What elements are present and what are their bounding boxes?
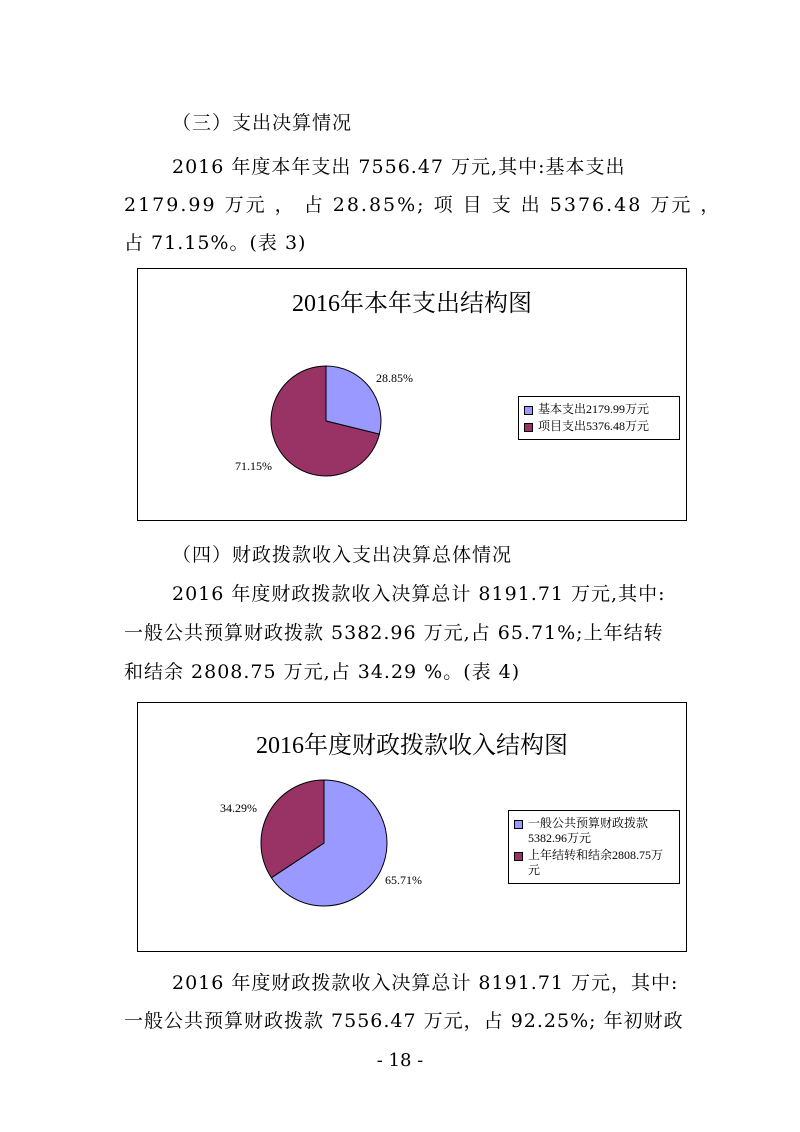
chart2-legend-item [514, 816, 674, 846]
closing-line-1: 2016 年度财政拨款收入决算总计 8191.71 万元，其中: [172, 972, 679, 994]
chart1-legend-swatch-basic [524, 406, 533, 415]
section3-heading: （三）支出决算情况 [172, 112, 353, 134]
chart2-label-carryover: 34.29% [220, 801, 257, 815]
chart2-title: 2016年度财政拨款收入结构图 [256, 733, 568, 759]
chart2-legend-item [514, 848, 674, 878]
chart2-legend-label-general-budget: 一般公共预算财政拨款5382.96万元 [528, 816, 649, 845]
chart1-legend-label-basic: 基本支出2179.99万元 [538, 402, 650, 416]
page-number: - 18 - [376, 1050, 424, 1071]
chart1-legend-item [524, 419, 674, 434]
chart1-legend-swatch-project [524, 423, 533, 432]
section3-para-line-2: 2179.99 万元 ， 占 28.85%; 项 目 支 出 5376.48 万元 ， [124, 194, 722, 216]
chart2-legend-label-carryover: 上年结转和结余2808.75万元 [528, 848, 664, 877]
chart1-label-project: 71.15% [235, 459, 272, 473]
closing-line-2: 一般公共预算财政拨款 7556.47 万元，占 92.25%; 年初财政 [124, 1010, 684, 1032]
expenditure-structure-chart [137, 268, 687, 521]
chart2-legend-swatch-carryover [514, 852, 523, 861]
chart2-legend-swatch-general-budget [514, 820, 523, 829]
chart1-legend-label-project: 项目支出5376.48万元 [538, 419, 650, 433]
fiscal-income-structure-chart [137, 702, 687, 952]
section4-para-line-1: 2016 年度财政拨款收入决算总计 8191.71 万元,其中: [172, 583, 666, 605]
section4-para-line-2: 一般公共预算财政拨款 5382.96 万元,占 65.71%;上年结转 [124, 622, 664, 644]
chart2-label-general-budget: 65.71% [385, 873, 422, 887]
chart1-title: 2016年本年支出结构图 [292, 291, 532, 317]
chart1-legend [518, 396, 680, 440]
chart1-label-basic: 28.85% [376, 371, 413, 385]
section3-para-line-3: 占 71.15%。(表 3) [124, 232, 307, 254]
section4-para-line-3: 和结余 2808.75 万元,占 34.29 %。(表 4) [124, 661, 521, 683]
chart2-legend [508, 810, 680, 884]
section4-heading: （四）财政拨款收入支出决算总体情况 [172, 544, 513, 566]
section3-para-line-1: 2016 年度本年支出 7556.47 万元,其中:基本支出 [172, 156, 626, 178]
chart1-pie [138, 269, 686, 520]
chart1-legend-item [524, 402, 674, 417]
